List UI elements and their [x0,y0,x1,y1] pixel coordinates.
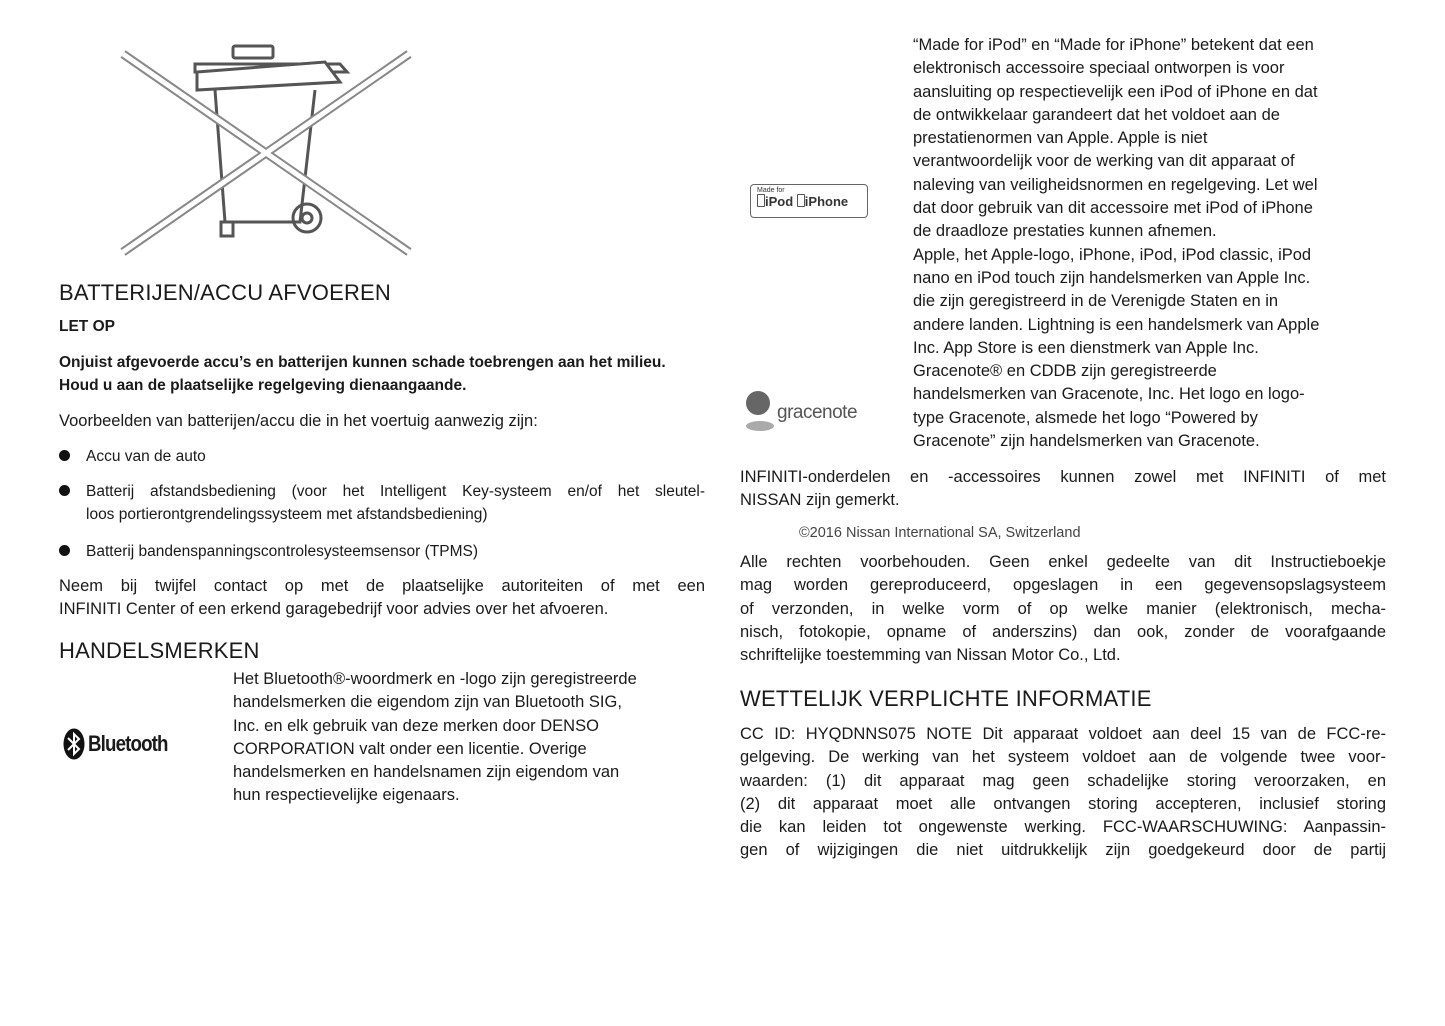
text-line: nisch, fotokopie, opname of anderszins) dan ook, zonder de voorafgaande [740,622,1386,641]
text-line: Inc. App Store is een dienstmerk van Apple Inc. [913,338,1259,357]
bluetooth-wordmark: Bluetooth [88,731,168,756]
text-line: schriftelijke toestemming van Nissan Motor Co., Ltd. [740,646,1121,665]
text-line: Het Bluetooth®-woordmerk en -logo zijn geregistreerde [233,670,637,688]
text-line: Inc. en elk gebruik van deze merken door DENSO [233,716,599,735]
text-line: verantwoordelijk voor de werking van dit apparaat of [913,152,1295,171]
text-line: gelgeving. De werking van het systeem voldoet aan de volgende twee voor- [740,748,1386,767]
text-line: Neem bij twijfel contact op met de plaatselijke autoriteiten of met een [59,577,705,595]
text-line: Batterij afstandsbediening (voor het Intelligent Key-systeem en/of het sleutel- [86,483,705,500]
text-line: aansluiting op respectievelijk een iPod of iPhone en dat [913,82,1318,101]
text-line: prestatienormen van Apple. Apple is niet [913,129,1208,148]
text-line: handelsmerken en handelsnamen zijn eigendom van [233,763,620,782]
heading-trademarks: HANDELSMERKEN [59,638,260,663]
gracenote-icon [745,390,775,432]
text-line: of verzonden, in welke vorm of op welke manier (elektronisch, mecha- [740,599,1386,618]
list-item-text [86,540,705,563]
list-item [59,480,705,540]
text-line: die kan leiden tot ongewenste werking. FCC-WAARSCHUWING: Aanpassin- [740,818,1386,837]
text-line: Alle rechten voorbehouden. Geen enkel gedeelte van dit Instructieboekje [740,553,1386,571]
text-line: hun respectievelijke eigenaars. [233,786,460,805]
bluetooth-text [233,668,703,808]
text-line: handelsmerken die eigendom zijn van Bluetooth SIG, [233,693,622,712]
text-line: Apple, het Apple-logo, iPhone, iPod, iPod classic, iPod [913,245,1312,264]
text-line: waarden: (1) dit apparaat mag geen schadelijke storing veroorzaken, en [740,771,1386,790]
bullet-icon [59,545,70,556]
legal-text [740,723,1386,863]
text-line: naleving van veiligheidsnormen en regelgeving. Let wel [913,175,1318,194]
made-for-ipod-iphone-badge [750,184,868,218]
text-line: Gracenote” zijn handelsmerken van Gracenote. [913,432,1260,451]
text-line: Gracenote® en CDDB zijn geregistreerde [913,362,1217,381]
bullet-icon [59,485,70,496]
text-line: Voorbeelden van batterijen/accu die in het voertuig aanwezig zijn: [59,412,538,430]
infiniti-text [740,466,1386,513]
warning-text [59,351,705,398]
text-line: INFINITI-onderdelen en -accessoires kunnen zowel met INFINITI of met [740,468,1386,486]
examples-intro [59,410,705,433]
text-line: NISSAN zijn gemerkt. [740,491,900,510]
text-line: mag worden gereproduceerd, opgeslagen in een gegevensopslagsysteem [740,576,1386,595]
text-line: nano en iPod touch zijn handelsmerken van Apple Inc. [913,268,1311,287]
list-item-text [86,445,705,468]
text-line: andere landen. Lightning is een handelsmerk van Apple [913,315,1320,334]
text-line: die zijn geregistreerd in de Verenigde Staten en in [913,292,1279,311]
text-line: dat door gebruik van dit accessoire met iPod of iPhone [913,199,1313,218]
ipod-icon [757,194,765,207]
text-line: elektronisch accessoire speciaal ontworpen is voor [913,59,1285,78]
list-item-text [86,480,705,527]
heading-legal: WETTELIJK VERPLICHTE INFORMATIE [740,686,1152,711]
text-line: (2) dit apparaat moet alle ontvangen storing accepteren, inclusief storing [740,794,1386,813]
iphone-icon [797,194,805,207]
rights-text [740,551,1386,667]
apple-gracenote-text [913,34,1388,453]
text-line: Onjuist afgevoerde accu’s en batterijen kunnen schade toebrengen aan het milieu. [59,354,666,371]
badge-iphone: iPhone [804,194,849,209]
text-line: de draadloze prestaties kunnen afnemen. [913,222,1217,241]
list-item [59,445,705,480]
badge-made-for: Made for [757,187,785,194]
crossed-out-bin-icon [115,42,421,260]
bluetooth-icon [63,728,85,760]
text-line: CC ID: HYQDNNS075 NOTE Dit apparaat voldoet aan deel 15 van de FCC-re- [740,725,1386,743]
text-line: CORPORATION valt onder een licentie. Overige [233,739,587,758]
list-item [59,540,705,575]
text-line: Accu van de auto [86,448,206,465]
text-line: type Gracenote, alsmede het logo “Powered by [913,408,1258,427]
text-line: loos portierontgrendelingssysteem met afstandsbediening) [86,506,488,524]
text-line: Batterij bandenspanningscontrolesysteemsensor (TPMS) [86,543,478,560]
bullet-icon [59,450,70,461]
badge-ipod: iPod [765,194,794,209]
text-line: “Made for iPod” en “Made for iPhone” betekent dat een [913,36,1314,54]
bluetooth-logo [63,728,182,760]
text-line: INFINITI Center of een erkend garagebedrijf voor advies over het afvoeren. [59,600,609,619]
gracenote-logo [745,390,857,432]
note-label: LET OP [59,318,115,335]
heading-batteries: BATTERIJEN/ACCU AFVOEREN [59,280,391,305]
gracenote-wordmark: gracenote [777,402,858,423]
text-line: handelsmerken van Gracenote, Inc. Het logo en logo- [913,385,1305,404]
battery-list [59,445,705,575]
contact-text [59,575,705,622]
copyright: ©2016 Nissan International SA, Switzerland [799,525,1081,541]
text-line: de ontwikkelaar garandeert dat het voldoet aan de [913,105,1280,124]
text-line: Houd u aan de plaatselijke regelgeving dienaangaande. [59,377,467,395]
text-line: gen of wijzigingen die niet uitdrukkelijk zijn goedgekeurd door de partij [740,841,1386,860]
